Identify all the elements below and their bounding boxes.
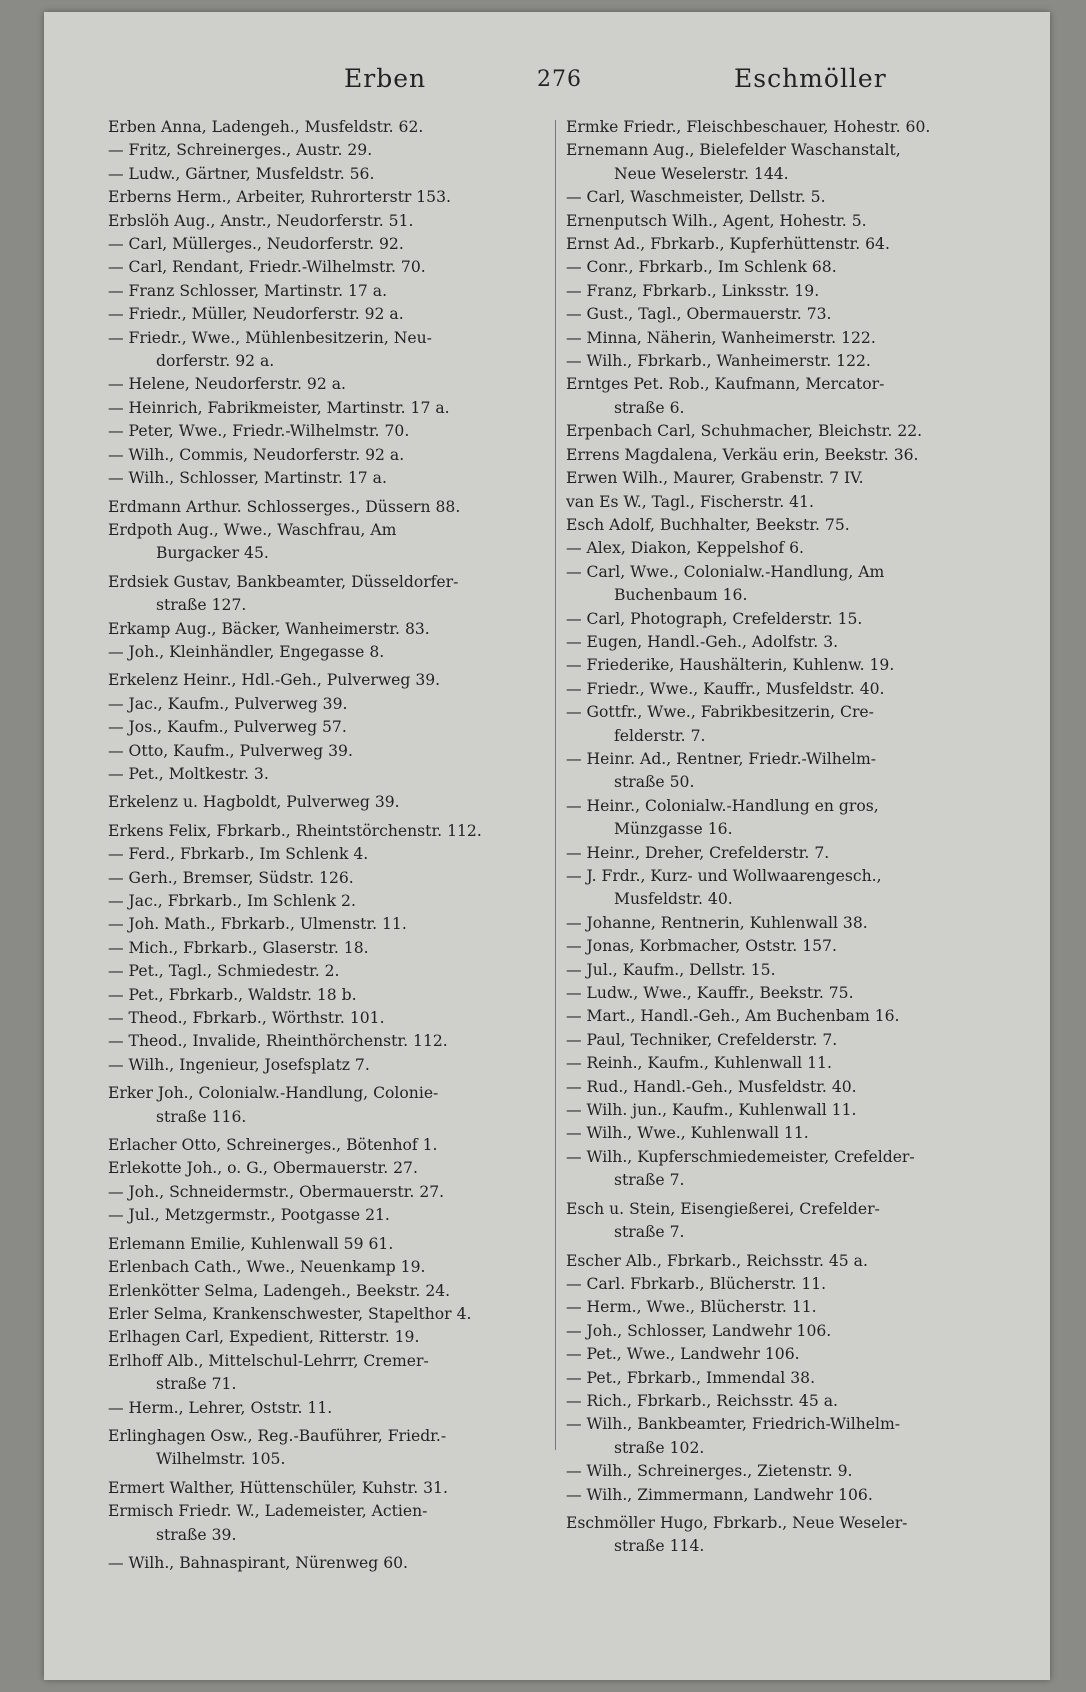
directory-entry: — Wilh., Zimmermann, Landwehr 106.: [566, 1485, 873, 1504]
directory-entry: — Herm., Wwe., Blücherstr. 11.: [566, 1298, 817, 1317]
directory-entry: — Friedr., Wwe., Mühlenbesitzerin, Neu-: [108, 328, 432, 347]
entry-continuation: Wilhelmstr. 105.: [156, 1450, 286, 1469]
directory-entry: Erlacher Otto, Schreinerges., Bötenhof 1.: [108, 1136, 438, 1155]
directory-entry: — Herm., Lehrer, Oststr. 11.: [108, 1398, 333, 1417]
directory-entry: Erlenbach Cath., Wwe., Neuenkamp 19.: [108, 1258, 426, 1277]
entry-continuation: straße 114.: [614, 1537, 705, 1556]
directory-entry: — Wilh., Bahnaspirant, Nürenweg 60.: [108, 1553, 409, 1572]
directory-entry: — Wilh., Schreinerges., Zietenstr. 9.: [566, 1462, 853, 1481]
directory-entry: Erlekotte Joh., o. G., Obermauerstr. 27.: [108, 1159, 418, 1178]
directory-entry: — Joh., Kleinhändler, Engegasse 8.: [108, 642, 385, 661]
directory-entry: Erwen Wilh., Maurer, Grabenstr. 7 IV.: [566, 469, 864, 488]
directory-entry: Erlhoff Alb., Mittelschul-Lehrrr, Cremer-: [108, 1351, 429, 1370]
directory-entry: Erdmann Arthur. Schlosserges., Düssern 88.: [108, 497, 461, 516]
directory-entry: Erlinghagen Osw., Reg.-Bauführer, Friedr.-: [108, 1426, 447, 1445]
directory-entry: Erkens Felix, Fbrkarb., Rheintstörchenstr. 112.: [108, 821, 482, 840]
entry-continuation: straße 71.: [156, 1375, 237, 1394]
directory-entry: — Heinr. Ad., Rentner, Friedr.-Wilhelm-: [566, 749, 877, 768]
directory-entry: — Friedr., Wwe., Kauffr., Musfeldstr. 40.: [566, 679, 885, 698]
directory-entry: — Wilh., Fbrkarb., Wanheimerstr. 122.: [566, 352, 871, 371]
directory-entry: Esch u. Stein, Eisengießerei, Crefelder-: [566, 1199, 880, 1218]
directory-entry: — Gust., Tagl., Obermauerstr. 73.: [566, 305, 832, 324]
directory-entry: — Ludw., Wwe., Kauffr., Beekstr. 75.: [566, 984, 854, 1003]
directory-entry: Erdsiek Gustav, Bankbeamter, Düsseldorfer-: [108, 572, 459, 591]
directory-entry: — Mart., Handl.-Geh., Am Buchenbam 16.: [566, 1007, 900, 1026]
directory-entry: — Minna, Näherin, Wanheimerstr. 122.: [566, 328, 876, 347]
directory-entry: — Ludw., Gärtner, Musfeldstr. 56.: [108, 164, 375, 183]
directory-entry: — Gerh., Bremser, Südstr. 126.: [108, 868, 354, 887]
directory-entry: Eschmöller Hugo, Fbrkarb., Neue Weseler-: [566, 1513, 908, 1532]
directory-entry: — Theod., Fbrkarb., Wörthstr. 101.: [108, 1009, 385, 1028]
directory-entry: — Jonas, Korbmacher, Oststr. 157.: [566, 937, 837, 956]
entry-continuation: Burgacker 45.: [156, 544, 269, 563]
directory-entry: — Carl, Müllerges., Neudorferstr. 92.: [108, 235, 404, 254]
directory-entry: — Joh. Math., Fbrkarb., Ulmenstr. 11.: [108, 915, 407, 934]
entry-continuation: straße 127.: [156, 596, 247, 615]
directory-entry: — Carl, Photograph, Crefelderstr. 15.: [566, 609, 863, 628]
directory-entry: Erberns Herm., Arbeiter, Ruhrorterstr 153.: [108, 188, 451, 207]
directory-entry: — Gottfr., Wwe., Fabrikbesitzerin, Cre-: [566, 703, 874, 722]
directory-entry: Errens Magdalena, Verkäu erin, Beekstr. 36.: [566, 445, 919, 464]
directory-entry: Erler Selma, Krankenschwester, Stapelthor 4.: [108, 1304, 472, 1323]
directory-entry: — Wilh., Ingenieur, Josefsplatz 7.: [108, 1055, 370, 1074]
directory-entry: — Wilh., Bankbeamter, Friedrich-Wilhelm-: [566, 1415, 901, 1434]
entry-continuation: straße 6.: [614, 398, 685, 417]
directory-entry: — Pet., Wwe., Landwehr 106.: [566, 1345, 800, 1364]
directory-entry: — Joh., Schneidermstr., Obermauerstr. 27.: [108, 1182, 445, 1201]
directory-entry: Ernst Ad., Fbrkarb., Kupferhüttenstr. 64.: [566, 235, 890, 254]
directory-entry: — Paul, Techniker, Crefelderstr. 7.: [566, 1030, 838, 1049]
directory-entry: Erpenbach Carl, Schuhmacher, Bleichstr. 22.: [566, 422, 923, 441]
directory-entry: Ermke Friedr., Fleischbeschauer, Hohestr. 60.: [566, 118, 931, 136]
directory-entry: Erdpoth Aug., Wwe., Waschfrau, Am: [108, 520, 397, 539]
directory-page: [44, 12, 1050, 1680]
directory-entry: — Franz, Fbrkarb., Linksstr. 19.: [566, 281, 820, 300]
directory-entry: — Jac., Kaufm., Pulverweg 39.: [108, 694, 348, 713]
directory-entry: Erbslöh Aug., Anstr., Neudorferstr. 51.: [108, 211, 414, 230]
directory-entry: — Johanne, Rentnerin, Kuhlenwall 38.: [566, 913, 868, 932]
entry-continuation: felderstr. 7.: [614, 726, 706, 745]
directory-entry: Erben Anna, Ladengeh., Musfeldstr. 62.: [108, 118, 424, 136]
directory-entry: — Franz Schlosser, Martinstr. 17 a.: [108, 281, 388, 300]
directory-entry: Ermisch Friedr. W., Lademeister, Actien-: [108, 1502, 428, 1521]
column-divider: [555, 120, 556, 1450]
directory-entry: — Pet., Fbrkarb., Waldstr. 18 b.: [108, 985, 357, 1004]
directory-entry: — Pet., Moltkestr. 3.: [108, 764, 269, 783]
directory-entry: Erlhagen Carl, Expedient, Ritterstr. 19.: [108, 1328, 420, 1347]
directory-entry: — Wilh. jun., Kaufm., Kuhlenwall 11.: [566, 1101, 857, 1120]
directory-entry: — Eugen, Handl.-Geh., Adolfstr. 3.: [566, 632, 839, 651]
directory-entry: Erkelenz Heinr., Hdl.-Geh., Pulverweg 39.: [108, 671, 441, 690]
directory-entry: — Conr., Fbrkarb., Im Schlenk 68.: [566, 258, 837, 277]
entry-continuation: straße 7.: [614, 1171, 685, 1190]
directory-entry: Esch Adolf, Buchhalter, Beekstr. 75.: [566, 515, 850, 534]
directory-entry: — Carl, Waschmeister, Dellstr. 5.: [566, 188, 826, 207]
entry-continuation: dorferstr. 92 a.: [156, 352, 275, 371]
directory-entry: Erker Joh., Colonialw.-Handlung, Colonie-: [108, 1084, 439, 1103]
directory-entry: Escher Alb., Fbrkarb., Reichsstr. 45 a.: [566, 1251, 868, 1270]
directory-entry: — Peter, Wwe., Friedr.-Wilhelmstr. 70.: [108, 422, 410, 441]
entry-continuation: straße 7.: [614, 1223, 685, 1242]
directory-entry: Erkamp Aug., Bäcker, Wanheimerstr. 83.: [108, 619, 430, 638]
directory-entry: Erkelenz u. Hagboldt, Pulverweg 39.: [108, 793, 400, 812]
directory-entry: — Fritz, Schreinerges., Austr. 29.: [108, 141, 373, 160]
directory-entry: — J. Frdr., Kurz- und Wollwaarengesch.,: [566, 867, 882, 885]
directory-entry: — Jul., Kaufm., Dellstr. 15.: [566, 960, 776, 979]
directory-entry: — Otto, Kaufm., Pulverweg 39.: [108, 741, 353, 760]
directory-entry: — Wilh., Commis, Neudorferstr. 92 a.: [108, 445, 405, 464]
page-number: 276: [537, 67, 582, 92]
directory-entry: — Wilh., Kupferschmiedemeister, Crefelder-: [566, 1147, 915, 1166]
entry-continuation: Neue Weselerstr. 144.: [614, 164, 789, 183]
directory-entry: Ernemann Aug., Bielefelder Waschanstalt,: [566, 141, 901, 160]
directory-entry: — Jos., Kaufm., Pulverweg 57.: [108, 718, 347, 737]
directory-entry: — Rich., Fbrkarb., Reichsstr. 45 a.: [566, 1391, 838, 1410]
directory-entry: — Heinrich, Fabrikmeister, Martinstr. 17 a.: [108, 398, 450, 417]
directory-entry: — Helene, Neudorferstr. 92 a.: [108, 375, 346, 394]
entry-continuation: Buchenbaum 16.: [614, 586, 748, 605]
running-head-left: Erben: [344, 64, 427, 93]
directory-entry: — Wilh., Wwe., Kuhlenwall 11.: [566, 1124, 809, 1143]
directory-entry: Ermert Walther, Hüttenschüler, Kuhstr. 31.: [108, 1478, 448, 1497]
directory-entry: — Jac., Fbrkarb., Im Schlenk 2.: [108, 892, 356, 910]
entry-continuation: straße 116.: [156, 1107, 247, 1126]
directory-entry: Ernenputsch Wilh., Agent, Hohestr. 5.: [566, 211, 867, 230]
entry-continuation: Musfeldstr. 40.: [614, 890, 733, 909]
directory-entry: — Friedr., Müller, Neudorferstr. 92 a.: [108, 305, 404, 324]
directory-entry: van Es W., Tagl., Fischerstr. 41.: [566, 492, 814, 511]
right-column: [566, 116, 1010, 1559]
directory-entry: Erlenkötter Selma, Ladengeh., Beekstr. 24.: [108, 1281, 451, 1300]
left-column: [108, 116, 538, 1575]
directory-entry: — Carl, Wwe., Colonialw.-Handlung, Am: [566, 562, 885, 581]
directory-entry: — Heinr., Colonialw.-Handlung en gros,: [566, 796, 879, 815]
directory-entry: — Pet., Tagl., Schmiedestr. 2.: [108, 962, 340, 981]
directory-entry: — Mich., Fbrkarb., Glaserstr. 18.: [108, 938, 369, 957]
entry-continuation: Münzgasse 16.: [614, 820, 733, 839]
directory-entry: Erntges Pet. Rob., Kaufmann, Mercator-: [566, 375, 885, 394]
directory-entry: — Reinh., Kaufm., Kuhlenwall 11.: [566, 1054, 832, 1073]
entry-continuation: straße 102.: [614, 1438, 705, 1457]
entry-continuation: straße 50.: [614, 773, 695, 792]
directory-entry: — Alex, Diakon, Keppelshof 6.: [566, 539, 804, 558]
directory-entry: — Jul., Metzgermstr., Pootgasse 21.: [108, 1206, 390, 1225]
directory-entry: — Wilh., Schlosser, Martinstr. 17 a.: [108, 469, 387, 488]
directory-entry: — Heinr., Dreher, Crefelderstr. 7.: [566, 843, 830, 862]
directory-entry: — Theod., Invalide, Rheinthörchenstr. 112.: [108, 1032, 448, 1051]
directory-entry: — Friederike, Haushälterin, Kuhlenw. 19.: [566, 656, 895, 675]
running-head-right: Eschmöller: [734, 64, 887, 93]
directory-entry: — Joh., Schlosser, Landwehr 106.: [566, 1321, 832, 1340]
entry-continuation: straße 39.: [156, 1525, 237, 1544]
directory-entry: — Carl, Rendant, Friedr.-Wilhelmstr. 70.: [108, 258, 426, 277]
directory-entry: — Pet., Fbrkarb., Immendal 38.: [566, 1368, 816, 1387]
directory-entry: — Carl. Fbrkarb., Blücherstr. 11.: [566, 1274, 827, 1293]
directory-entry: — Rud., Handl.-Geh., Musfeldstr. 40.: [566, 1077, 857, 1096]
directory-entry: Erlemann Emilie, Kuhlenwall 59 61.: [108, 1234, 394, 1253]
directory-entry: — Ferd., Fbrkarb., Im Schlenk 4.: [108, 845, 369, 864]
